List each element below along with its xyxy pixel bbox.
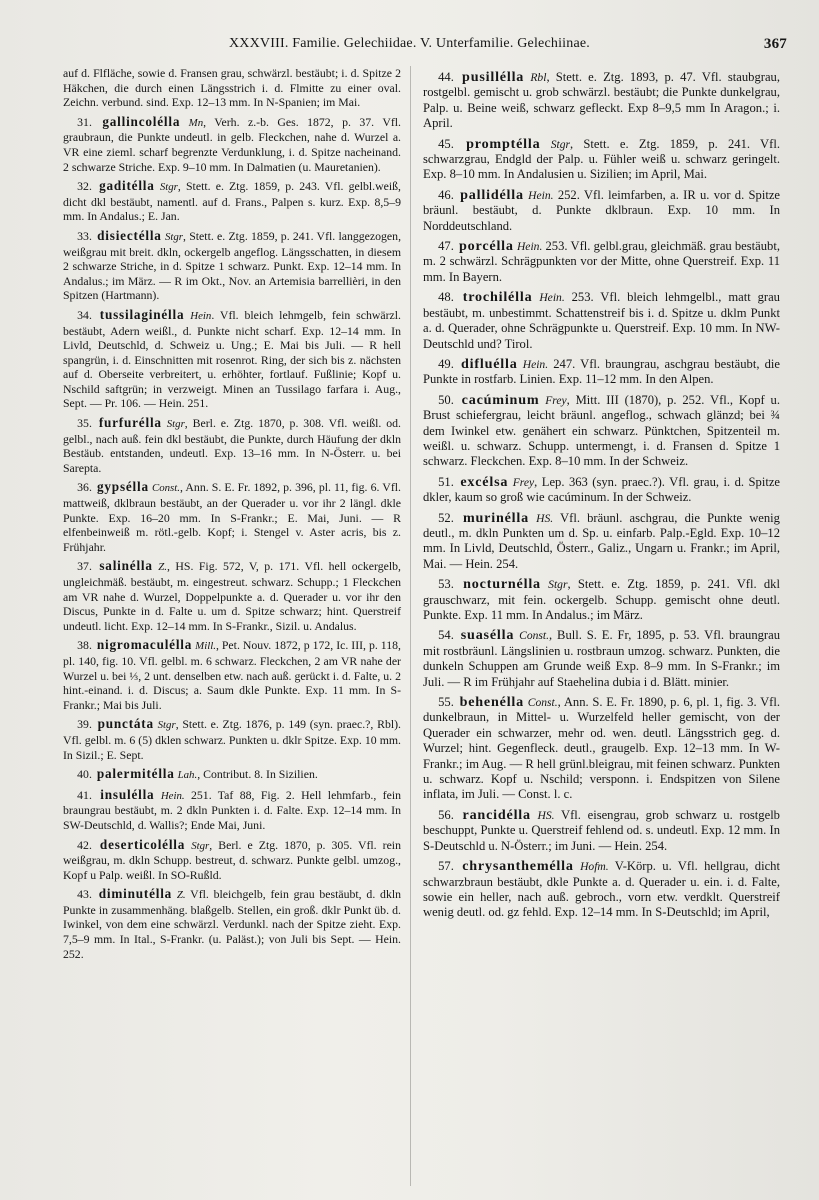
entry-description: , HS. Fig. 572, V, p. 171. Vfl. hell ockergelb, ungleichmäß. bestäubt, m. eingestreut. schwarz. Schupp.; 1 Fleckchen am VR nahe d. Wurzel, Doppelpunkte a. d. Querader u. vor ihr den Discus, Punkte in d. Falte u. um d. Spitze schwarz; hint. Querstreif undeutl. licht. Exp. 12–14 mm. In S-Frankr., Sizil. u. Andalus. [63, 559, 401, 633]
species-author: Stgr [191, 839, 210, 852]
species-entry [63, 717, 401, 762]
species-entry [63, 838, 401, 883]
entry-number: 36. [77, 480, 92, 495]
species-author: Stgr [164, 230, 184, 243]
species-name: gypsélla [97, 479, 149, 495]
entry-number: 57. [438, 859, 454, 874]
species-author: HS. [536, 511, 554, 525]
species-author: Const. [527, 696, 558, 710]
entry-number: 48. [438, 290, 454, 305]
entry-number: 31. [77, 114, 92, 129]
entry-description: , Verh. z.-b. Ges. 1872, p. 37. Vfl. graubraun, die Punkte undeutl. in gelb. Fleckchen, nahe d. Wurzel a. VR eine zieml. scharf begrenzte Verdunklung, i. d. Spitze nacheinand. 2 schwarze Striche. Exp. 9–10 mm. In Dalmatien (u. Mauretanien). [63, 114, 401, 174]
species-author: Stgr [548, 578, 568, 592]
entry-number: 38. [77, 638, 92, 653]
entry-number: 35. [77, 416, 92, 431]
species-author: Mill. [195, 640, 216, 653]
species-author: Stgr [159, 181, 178, 194]
species-name: pallidélla [460, 186, 524, 203]
species-entry [423, 70, 780, 132]
species-author: Const. [519, 629, 550, 643]
entry-number: 52. [438, 510, 454, 525]
column-divider [410, 66, 411, 1186]
entry-description: Vfl. bräunl. aschgrau, die Punkte wenig deutl., m. dkln Punkten um d. Sp. u. einfarb. Palp.-Egld. Exp. 10–12 mm. In Livld, Deutschld, Österr., Galiz., Ungarn u. Frankr.; im April, Mai. — Hein. 254. [423, 510, 780, 571]
species-name: nocturnélla [463, 576, 541, 593]
entry-description: 252. Vfl. leimfarben, a. IR u. vor d. Spitze bräunl. bestäubt, d. Punkte dklbraun. Exp. 10 mm. In Norddeutschland. [423, 187, 781, 233]
species-entry [423, 808, 780, 854]
entry-description: . Vfl. bleich lehmgelb, fein schwärzl. bestäubt, Adern weißl., d. Punkte nicht scharf. Exp. 12–14 mm. In Livld, Deutschld, d. Schweiz u. Ung.; E. Mai bis Juli. — R hell spangrün, i. d. Einschnitten mit rosenrot. Ring, der sich bis z. nächsten auf d. Oberseite verbreitert, u. erhöhter, fortlauf. Fußlinie; Kopf u. Nschild saftgrün; in verzweigt. Minen an Tussilago farfara i. Aug., Sept. — Pr. 106. — Hein. 251. [63, 307, 401, 411]
entry-description: V-Körp. u. Vfl. hellgrau, dicht schwarzbraun bestäubt, dkle Punkte a. d. Querader u. ein. i. d. Falte, sowie ein heller, nach auß. gebroch., vorn etw. verdklt. Querstreif wenig deutl. od. gz fehld. Exp. 12–14 mm. In S-Deutschld; im April, [423, 859, 780, 920]
species-author: Lah. [177, 769, 198, 782]
entry-description: , Berl. e. Ztg. 1870, p. 308. Vfl. weißl. od. gelbl., nach auß. fein dkl bestäubt, die Punkte, durch Häufung der dkln Bestäub. entstanden, undeutl. Exp. 13–16 mm. In N-Österr. u. bei Sarepta. [63, 416, 402, 475]
species-name: trochilélla [462, 289, 533, 306]
entry-description: , Ann. S. E. Fr. 1892, p. 396, pl. 11, fig. 6. Vfl. mattweiß, dklbraun bestäubt, an der Querader u. vor ihr 2 längl. dkle Punkte. Exp. 16–20 mm. In S-Frankr.; E. Mai, Juni. — R elfenbeinweiß m. rötl.-gelb. Kopf; i. Stengel v. Aster acris, bis z. Frühjahr. [63, 480, 401, 554]
entry-number: 39. [77, 717, 92, 732]
species-author: Mn [188, 116, 204, 129]
entry-number: 46. [438, 187, 454, 202]
species-name: palermitélla [96, 766, 175, 782]
entry-description: Vfl. eisengrau, grob schwarz u. rostgelb beschuppt, Punkte u. Querstreif fehlend od. s. undeutl. Exp. 12 mm. In S-Deutschld u. N-Österr.; im Juni. — Hein. 254. [423, 807, 780, 853]
entry-description: , Mitt. III (1870), p. 252. Vfl., Kopf u. Brust schiefergrau, leicht bräunl. angeflog., schwach glänzd; bei ¾ dem Iwinkel etw. genähert ein schwarz. Pünktchen, Spitzenteil m. weißl. u. schwarz. Schupp. untermengt, i. d. Fransen d. Spitze 1 schwarz. Fleckchen. Exp. 8–10 mm. In der Schweiz. [423, 392, 780, 469]
species-name: behenélla [459, 694, 525, 711]
species-author: Hofm. [580, 860, 609, 874]
species-entry [423, 475, 780, 506]
species-author: Hein [190, 309, 212, 322]
species-entry [63, 115, 401, 174]
entry-description: , Stett. e. Ztg. 1859, p. 241. Vfl. dkl grauschwarz, mit fein. ockergelb. Schupp. gemischt ohne deutl. Punkte. Exp. 11 mm. In Andalus.; im März. [423, 577, 780, 622]
entry-number: 41. [77, 787, 92, 802]
species-author: HS. [537, 808, 555, 822]
species-author: Hein. [516, 240, 543, 254]
species-author: Hein. [539, 291, 565, 305]
entry-description: Vfl. bleichgelb, fein grau bestäubt, d. dkln Punkte in zusammenhäng. blaßgelb. Stellen, ein groß. dklr Punkt üb. d. Iwinkel, von dem eine schwärzl. Verdunkl. nach der Spitze zieht. Exp. 7,5–9 mm. In Ital., S-Frankr. (u. Paläst.); von Juli bis Sept. — Hein. 252. [63, 887, 402, 961]
entry-number: 44. [438, 70, 454, 84]
entry-description: auf d. Flfläche, sowie d. Fransen grau, schwärzl. bestäubt; i. d. Spitze 2 Häkchen, die durch einen Längsstrich i. d. Flmitte zu einer oval. Zeichn. verbund. sind. Exp. 12–13 mm. In N-Spanien; im Mai. [63, 66, 401, 110]
species-author: Frey [512, 475, 535, 489]
species-name: gaditélla [99, 178, 155, 194]
entry-number: 40. [77, 767, 92, 782]
species-name: pusillélla [462, 69, 525, 85]
species-entry [423, 188, 780, 234]
species-entry [63, 638, 401, 712]
species-entry [63, 767, 401, 783]
entry-description: , Stett. e. Ztg. 1859, p. 243. Vfl. gelbl.weiß, dicht dkl bestäubt, namentl. auf d. Frans., Palpen s. kurz. Exp. 8,5–9 mm. In Andalus.; E. Jan. [63, 179, 402, 224]
species-name: porcélla [459, 238, 514, 255]
species-author: Rbl [530, 71, 547, 84]
species-entry [423, 695, 780, 803]
species-author: Stgr [166, 418, 185, 431]
species-entry [63, 887, 401, 961]
species-name: deserticolélla [99, 836, 186, 852]
species-entry [423, 239, 780, 285]
species-name: suasélla [460, 627, 515, 644]
species-name: gallincolélla [102, 113, 181, 129]
species-name: salinélla [99, 558, 153, 574]
entry-description: , Stett. e. Ztg. 1893, p. 47. Vfl. staubgrau, rostgelbl. gemischt u. grob schwärzl. bestäubt; die Punkte dunkelgrau, Palp. u. Beine weiß, schwarz gefleckt. Exp 8–9,5 mm In Aragon.; i. April. [423, 70, 780, 131]
entry-description: , Bull. S. E. Fr, 1895, p. 53. Vfl. braungrau mit rostbräunl. Längslinien u. rostbraun umzog. schwarz. Punkten, die dunkeln Schuppen am Grunde weiß Exp. 8–9 mm. In S-Frankr.; im Juli. — R im Frühjahr auf Staehelina dubia i d. Blätt. minier. [423, 628, 781, 689]
species-author: Hein. [522, 357, 549, 371]
entry-description: 247. Vfl. braungrau, aschgrau bestäubt, die Punkte in rostfarb. Linien. Exp. 11–12 mm. In den Alpen. [423, 356, 780, 387]
entry-number: 51. [438, 474, 454, 489]
species-entry [423, 859, 780, 921]
entry-description: 253. Vfl. bleich lehmgelbl., matt grau bestäubt, m. unbestimmt. Schattenstreif bis i. d. Spitze u. dklm Punkt a. d. Querader, ohne Schrägpunkte u. Querstreif. Exp. 10 mm. In NW-Deutschld und? Tirol. [423, 290, 780, 351]
species-author: Z. [176, 889, 186, 902]
species-entry [63, 308, 401, 411]
species-name: difluélla [460, 355, 518, 372]
species-name: tussilaginélla [99, 306, 185, 322]
entry-number: 49. [438, 356, 454, 371]
species-author: Hein. [160, 789, 185, 802]
entry-number: 33. [77, 228, 92, 243]
species-name: excélsa [460, 473, 509, 490]
species-name: furfurélla [98, 415, 162, 431]
entry-description: , Ann. S. E. Fr. 1890, p. 6, pl. 1, fig. 3. Vfl. dunkelbraun, in Mittel- u. Wurzelfeld heller gemischt, von der Querader ein schwarzer, mehr od. wen. deutl. Längsstrich geg. d. Wurzel; hint. Gegenfleck. deutl., graugelb. Exp. 12–13 mm. In W-Frankr.; im Aug. — R hell grünl.bleigrau, mit feinen schwarz. Punkten u. schwarz. Kopf u. Nschild; versponn. i. Endspitzen von Silene inflata, im Juli. — Const. l. c. [423, 695, 781, 802]
left-column [63, 66, 401, 966]
entry-number: 45. [438, 136, 454, 151]
species-name: diminutélla [98, 886, 173, 902]
right-column [423, 70, 780, 926]
species-entry [423, 290, 780, 352]
entry-number: 50. [438, 392, 454, 407]
species-entry [63, 416, 401, 475]
entry-description: , Stett. e. Ztg. 1859, p. 241. Vfl. langgezogen, weißgrau mit breit. dkln, ockergelb angeflog. Längsschatten, in diesem 2 schwarze Striche, in d. Spitze 1 schwarz. Punkt. Exp. 12–14 mm. In Andalus.; im März. — R im Okt., Nov. an Artemisia barrellièri, in den Spitzen (Hartmann). [63, 228, 402, 303]
entry-number: 43. [77, 887, 92, 902]
entry-description: 253. Vfl. gelbl.grau, gleichmäß. grau bestäubt, m. 2 schwärzl. Schrägpunkten vor der Mitte, ohne Querstreif. Exp. 11 mm. In Bayern. [423, 239, 781, 284]
species-entry [63, 559, 401, 633]
species-author: Const. [151, 482, 181, 495]
page-number: 367 [763, 36, 787, 52]
entry-number: 32. [77, 179, 92, 194]
entry-number: 34. [77, 307, 92, 322]
header-title: XXXVIII. Familie. Gelechiidae. V. Unterfamilie. Gelechiinae. [229, 36, 590, 51]
species-entry [63, 229, 401, 303]
entry-number: 53. [438, 577, 454, 592]
species-name: promptélla [466, 135, 541, 152]
species-author: Frey [545, 393, 567, 407]
species-name: punctáta [97, 716, 154, 732]
species-entry [63, 788, 401, 833]
species-entry [423, 393, 780, 470]
running-header [0, 36, 819, 58]
entry-number: 42. [77, 837, 92, 852]
species-name: nigromaculélla [96, 637, 193, 653]
species-author: Stgr [550, 137, 571, 151]
species-author: Hein. [528, 188, 554, 202]
entry-number: 55. [438, 695, 454, 710]
entry-number: 54. [438, 628, 454, 643]
entry-description: , Contribut. 8. In Sizilien. [197, 767, 318, 782]
entry-number: 56. [438, 807, 454, 822]
species-author: Z. [158, 561, 167, 574]
entry-description: , Pet. Nouv. 1872, p 172, Ic. III, p. 118, pl. 140, fig. 10. Vfl. gelbl. m. 6 schwarz. Fleckchen, 2 am VR nahe der Wurzel u. bei ⅓, 2 unt. denselben etw. nach auß. gerückt i. d. Falte, u. 2 hint.-einand. i. d. Discus; a. Saum dkle Punkte. Exp. 11 mm. In S-Frankr.; Mai bis Juli. [63, 638, 401, 712]
species-entry [63, 66, 401, 110]
entry-number: 37. [77, 559, 92, 574]
entry-description: , Stett. e. Ztg. 1876, p. 149 (syn. praec.?, Rbl). Vfl. gelbl. m. 6 (5) dklen schwarz. Punkten u. dklr Spitze. Exp. 10 mm. In Sizil.; E. Sept. [63, 717, 401, 762]
species-entry [423, 357, 780, 388]
species-entry [423, 137, 780, 183]
species-author: Stgr [157, 719, 176, 732]
species-name: murinélla [462, 509, 529, 526]
species-name: chrysanthemélla [462, 858, 574, 875]
entry-description: , Berl. e Ztg. 1870, p. 305. Vfl. rein weißgrau, m. dkln Schupp. bestreut, d. schwarz. Punkte gelbl. umzog., Kopf u Palp. weißl. In SO-Rußld. [63, 837, 401, 882]
species-entry [63, 480, 401, 554]
species-entry [63, 179, 401, 224]
species-name: disiectélla [97, 227, 162, 243]
species-entry [423, 577, 780, 623]
entry-number: 47. [438, 239, 454, 254]
species-name: insulélla [100, 786, 155, 802]
species-name: cacúminum [461, 391, 540, 408]
species-name: rancidélla [462, 806, 531, 823]
entry-description: , Lep. 363 (syn. praec.?). Vfl. grau, i. d. Spitze dkler, kaum so groß wie cacúminum. In der Schweiz. [423, 474, 781, 505]
species-entry [423, 511, 780, 573]
entry-description: , Stett. e. Ztg. 1859, p. 241. Vfl. schwarzgrau, Endgld der Palp. u. Fühler weiß u. schwarz geringelt. Exp. 8–10 mm. In Andalusien u. Sizilien; im April, Mai. [423, 136, 780, 182]
entry-description: 251. Taf 88, Fig. 2. Hell lehmfarb., fein braungrau bestäubt, m. 2 dkln Punkten i. d. Falte. Exp. 12–14 mm. In SW-Deutschld, d. Wallis?; Ende Mai, Juni. [63, 787, 401, 832]
species-entry [423, 628, 780, 690]
